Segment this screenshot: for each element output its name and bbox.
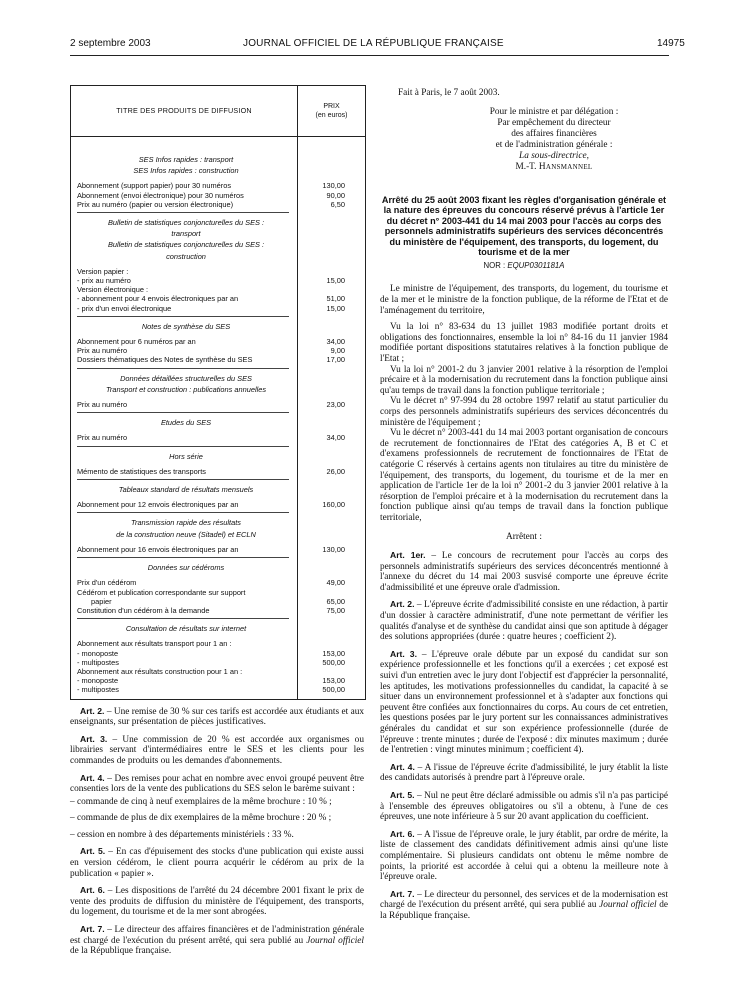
article-number: Art. 5. [390, 789, 415, 800]
table-row [71, 588, 365, 597]
left-column [70, 85, 364, 963]
table-row [71, 578, 365, 587]
signatory-name: Hansmannel [538, 162, 593, 172]
row-price: 6,50 [330, 199, 345, 209]
article-number: Art. 2. [390, 599, 415, 610]
arrete-body [380, 284, 668, 921]
row-label: Abonnement aux résultats construction pour 1 an : [77, 666, 243, 676]
article-text-end: de la République française. [70, 946, 172, 957]
row-label: Abonnement pour 16 envois électroniques par an [77, 544, 239, 554]
section-title: Notes de synthèse du SES [141, 321, 231, 331]
article-2 [70, 706, 364, 728]
signature-lines [440, 107, 668, 173]
section-title: SES Infos rapides : construction [133, 166, 239, 176]
visa: Vu le décret n° 2003-441 du 14 mai 2003 portant organisation de concours de recrutement de fonctionnaires de l'Etat des catégories A, B et C et d'examens professionnels de recrutement de fonctionnaires de l'Etat de catégorie C réservés à certains agents non titulaires au titre du ministère de l'équipement, des transports, du logement, du tourisme et de la mer en application de l'article 1er de la loi n° 2001-2 du 3 janvier 2001 relative à la résorption de l'emploi précaire et à la modernisation du recrutement dans la fonction publique ainsi qu'au temps de travail dans la fonction publique territoriale, [380, 428, 668, 523]
article-text: – A l'issue de l'épreuve orale, le jury établit, par ordre de mérite, la liste de classement des candidats définitivement admis ainsi qu'une liste complémentaire. Si plusieurs candidats ont obtenu le même nombre de points, la priorité est accordée à celui qui a obtenu la meilleure note à l'épreuve orale. [380, 829, 668, 883]
section-divider [77, 618, 289, 619]
row-label: Mémento de statistiques des transports [77, 466, 206, 476]
row-price: 51,00 [326, 294, 345, 304]
section-title: transport [171, 229, 201, 239]
left-articles [70, 706, 364, 957]
section-title: Données sur cédéroms [147, 563, 225, 573]
row-price: 34,00 [326, 433, 345, 443]
row-price: 500,00 [322, 657, 345, 667]
arrete-article-1 [380, 550, 668, 593]
row-price [293, 285, 365, 294]
article-4 [70, 773, 364, 795]
row-price: 90,00 [326, 190, 345, 200]
row-price: 49,00 [326, 578, 345, 588]
section-title: Bulletin de statistiques conjoncturelles du SES : [107, 218, 265, 228]
section-divider [77, 368, 289, 369]
row-price [293, 639, 365, 648]
section-title: Bulletin de statistiques conjoncturelles du SES : [107, 240, 265, 250]
page-header [0, 38, 748, 54]
row-price: 130,00 [322, 181, 345, 191]
row-price: 65,00 [326, 596, 345, 606]
article-text: – Une commission de 20 % est accordée aux organismes ou librairies servant d'intermédiaires entre le SES et les clients pour les commandes de produits ou les demandes d'abonnements. [70, 734, 364, 766]
row-label: Version papier : [77, 266, 129, 276]
section-title: Transmission rapide des résultats [131, 518, 241, 528]
table-row [71, 267, 365, 276]
row-label: Prix au numéro [77, 433, 128, 443]
section-title: Tableaux standard de résultats mensuels [118, 485, 254, 495]
article-text: – Le directeur des affaires financières et de l'administration générale est chargé de l'exécution du présent arrêté, qui sera publié au [70, 925, 364, 946]
article-6 [70, 885, 364, 918]
arrete-title: Arrêté du 25 août 2003 fixant les règles d'organisation générale et la nature des épreuves du concours réservé prévus à l'article 1er du décret n° 2003-441 du 14 mai 2003 pour l'accès au corps des personnels administratifs supérieurs des services déconcentrés du ministère de l'équipement, des transports, du logement, du tourisme et de la mer [381, 195, 667, 258]
arrete-article-5 [380, 790, 668, 823]
row-label: papier [91, 596, 112, 606]
section-title: de la construction neuve (Sitadel) et ECLN [116, 529, 256, 539]
section-title: Données détaillées structurelles du SES [120, 373, 252, 383]
article-text: – En cas d'épuisement des stocks d'une publication qui existe aussi en version cédérom, le client pourra acquérir le cédérom au prix de la publication « papier ». [70, 847, 364, 879]
row-label: Cédérom et publication correspondante sur support [77, 587, 246, 597]
visa: Vu la loi n° 83-634 du 13 juillet 1983 modifiée portant droits et obligations des fonctionnaires, ensemble la loi n° 84-16 du 11 janvier 1984 modifiée portant dispositions statutaires relatives à la fonction publique de l'Etat ; [380, 322, 668, 364]
row-label: - monoposte [77, 648, 119, 658]
signature-line: Pour le ministre et par délégation : [489, 107, 619, 117]
arrete-article-6 [380, 829, 668, 883]
price-table [70, 85, 366, 700]
list-item: – cession en nombre à des départements ministériels : 33 %. [70, 829, 294, 840]
col-price-header [298, 86, 365, 136]
row-label: - prix d'un envoi électronique [77, 303, 172, 313]
header-rule [70, 55, 669, 56]
section-title: Transport et construction : publications annuelles [105, 384, 267, 394]
article-text: – A l'issue de l'épreuve écrite d'admissibilité, le jury établit la liste des candidats autorisés à prendre part à l'épreuve orale. [380, 762, 669, 784]
row-price: 160,00 [322, 500, 345, 510]
arrete-article-2 [380, 599, 668, 642]
article-text: – Une remise de 30 % sur ces tarifs est accordée aux étudiants et aux enseignants, sur présentation de pièces justificatives. [70, 706, 364, 728]
section-title: Etudes du SES [160, 418, 212, 428]
col-title-header: TITRE DES PRODUITS DE DIFFUSION [71, 86, 298, 136]
row-label: Abonnement pour 6 numéros par an [77, 337, 196, 347]
nor-reference [380, 261, 668, 270]
table-row [71, 181, 365, 190]
table-row [71, 639, 365, 648]
table-row [71, 304, 365, 313]
row-price [293, 267, 365, 276]
journal-title: JOURNAL OFFICIEL DE LA RÉPUBLIQUE FRANÇAISE [243, 38, 504, 49]
article-text-end: de la République française. [380, 900, 669, 921]
row-label: Abonnement (envoi électronique) pour 30 numéros [77, 190, 244, 200]
list-item: – commande de cinq à neuf exemplaires de la même brochure : 10 % ; [70, 796, 332, 807]
row-label: Dossiers thématiques des Notes de synthèse du SES [77, 355, 253, 365]
signature-line: La sous-directrice, [519, 151, 589, 161]
article-number: Art. 3. [390, 648, 417, 659]
signature-line: Par empêchement du directeur [497, 118, 611, 128]
table-row [71, 346, 365, 355]
article-text: – Nul ne peut être déclaré admissible ou admis s'il n'a pas participé à l'ensemble des épreuves obligatoires ou s'il a obtenu, à l'une de ces épreuves, une note inférieure à 5 sur 20 avant application du coefficient. [380, 790, 668, 823]
row-price: 15,00 [326, 303, 345, 313]
visa: Vu le décret n° 97-994 du 28 octobre 1997 relatif au statut particulier du corps des personnels administratifs supérieurs des services déconcentrés du ministère de l'équipement ; [380, 396, 668, 428]
table-row [71, 294, 365, 303]
row-price: 17,00 [326, 355, 345, 365]
section-title: Hors série [169, 451, 203, 461]
signature-line: et de l'administration générale : [495, 140, 613, 150]
article-number: Art. 7. [390, 888, 415, 899]
row-label: - abonnement pour 4 envois électroniques par an [77, 294, 239, 304]
arretent: Arrêtent : [506, 531, 542, 542]
arrete-intro: Le ministre de l'équipement, des transports, du logement, du tourisme et de la mer et le ministre de la fonction publique, de la réforme de l'Etat et de l'aménagement du territoire, [380, 284, 668, 316]
table-row [71, 545, 365, 554]
row-label: Constitution d'un cédérom à la demande [77, 605, 210, 615]
section-divider [77, 316, 289, 317]
row-label: Prix au numéro (papier ou version électronique) [77, 199, 234, 209]
article-text: – L'épreuve orale débute par un exposé du candidat sur son expérience professionnelle et les fonctions qu'il a exercées ; cet exposé est suivi d'un entretien avec le jury dont l'objectif est d'apprécier la personnalité, les aptitudes, les motivations professionnelles du candidat, la capacité à se situer dans un environnement professionnel et à s'adapter aux fonctions qui peuvent être confiées aux fonctionnaires du corps. Au cours de cet entretien, les questions posées par le jury portent sur les connaissances administratives générales du candidat et sur son expérience professionnelle (durée de l'épreuve : trente minutes ; durée de l'exposé : dix minutes maximum ; durée de l'entretien : vingt minutes minimum ; coefficient 4). [380, 649, 669, 756]
row-price: 130,00 [322, 544, 345, 554]
table-body [71, 137, 365, 699]
row-label: Prix au numéro [77, 400, 128, 410]
row-price [293, 667, 365, 676]
article-number: Art. 7. [80, 924, 105, 935]
row-label: Prix d'un cédérom [77, 578, 137, 588]
section-title: SES Infos rapides : transport [138, 155, 234, 164]
section-divider [77, 479, 289, 480]
article-number: Art. 5. [80, 846, 106, 857]
table-row [71, 355, 365, 364]
table-row [71, 597, 365, 606]
row-label: Version électronique : [77, 285, 149, 295]
table-row [71, 200, 365, 209]
table-row [71, 191, 365, 200]
row-price: 34,00 [326, 337, 345, 347]
section-divider [77, 557, 289, 558]
journal-reference: Journal officiel [306, 935, 364, 946]
price-header-line1: PRIX [323, 102, 340, 110]
journal-reference: Journal officiel [599, 900, 657, 911]
table-row [71, 685, 365, 694]
arrete-article-3 [380, 649, 668, 756]
row-price: 9,00 [330, 346, 345, 356]
article-text: – Les dispositions de l'arrêté du 24 décembre 2001 fixant le prix de vente des produits de diffusion du ministère de l'équipement, des transports, du logement, du tourisme et de la mer sont abrogées. [70, 886, 364, 918]
signature-block [380, 88, 668, 173]
article-number: Art. 3. [80, 733, 108, 744]
section-divider [77, 212, 289, 213]
article-text: – Le directeur du personnel, des services et de la modernisation est chargé de l'exécution du présent arrêté, qui sera publié au [380, 889, 668, 911]
nor-label: NOR : [483, 261, 508, 271]
right-column [380, 88, 668, 928]
nor-code: EQUP0301181A [507, 261, 565, 271]
row-label: - monoposte [77, 676, 119, 686]
article-number: Art. 2. [80, 705, 105, 716]
row-price [293, 588, 365, 597]
issue-date: 2 septembre 2003 [70, 38, 151, 49]
row-price: 75,00 [326, 605, 345, 615]
signature-line: des affaires financières [511, 129, 597, 139]
row-price: 153,00 [322, 648, 345, 658]
table-row [71, 500, 365, 509]
row-label: - multipostes [77, 657, 119, 667]
row-label: Abonnement aux résultats transport pour 1 an : [77, 639, 232, 649]
section-divider [77, 412, 289, 413]
arrete-article-7 [380, 889, 668, 922]
table-row [71, 649, 365, 658]
article-text: – L'épreuve écrite d'admissibilité consiste en une rédaction, à partir d'un dossier à caractère administratif, d'une note permettant de vérifier les qualités d'analyse et de synthèse du candidat ainsi que son aptitude à dégager des solutions appropriées (durée : quatre heures ; coefficient 2). [380, 600, 669, 643]
section-title: Consultation de résultats sur internet [125, 624, 247, 634]
price-header-line2: (en euros) [315, 112, 348, 119]
table-row [71, 658, 365, 667]
row-price: 153,00 [322, 676, 345, 686]
table-row [71, 676, 365, 685]
row-price: 23,00 [326, 400, 345, 410]
row-label: - multipostes [77, 685, 119, 695]
table-row [71, 276, 365, 285]
article-number: Art. 4. [390, 761, 415, 772]
article-text: – Des remises pour achat en nombre avec envoi groupé peuvent être consenties lors de la vente des publications du SES selon le barème suivant : [70, 773, 365, 795]
article-number: Art. 4. [80, 772, 105, 783]
row-price: 500,00 [322, 685, 345, 695]
visa: Vu la loi n° 2001-2 du 3 janvier 2001 relative à la résorption de l'emploi précaire et à la modernisation du recrutement dans la fonction publique ainsi qu'au temps de travail dans la fonction publique territoriale ; [380, 364, 668, 396]
row-price: 26,00 [326, 466, 345, 476]
row-label: Abonnement pour 12 envois électroniques par an [77, 500, 239, 510]
article-number: Art. 1er. [390, 550, 426, 561]
signatory [440, 162, 668, 173]
signature-place-date: Fait à Paris, le 7 août 2003. [398, 88, 500, 98]
article-3 [70, 734, 364, 767]
table-header [71, 86, 365, 137]
signatory-initials: M.-T. [515, 162, 539, 172]
section-title: construction [166, 251, 206, 261]
table-row [71, 606, 365, 615]
table-row [71, 400, 365, 409]
row-label: - prix au numéro [77, 276, 131, 286]
article-text: – Le concours de recrutement pour l'accès au corps des personnels administratifs supérieurs des services déconcentrés mentionné à l'annexe du décret du 14 mai 2003 susvisé comporte une épreuve écrite d'admissibilité et une épreuve orale d'admission. [380, 551, 669, 593]
table-row [71, 285, 365, 294]
row-label: Prix au numéro [77, 346, 128, 356]
table-row [71, 433, 365, 442]
section-divider [77, 446, 289, 447]
table-row [71, 337, 365, 346]
article-7 [70, 924, 364, 957]
table-row [71, 467, 365, 476]
section-divider [77, 512, 289, 513]
article-number: Art. 6. [80, 885, 105, 896]
row-price: 15,00 [326, 276, 345, 286]
row-label: Abonnement (support papier) pour 30 numéros [77, 181, 232, 191]
article-5 [70, 846, 364, 879]
list-item: – commande de plus de dix exemplaires de la même brochure : 20 % ; [70, 813, 332, 824]
article-number: Art. 6. [390, 828, 415, 839]
page-number: 14975 [657, 38, 685, 49]
table-row [71, 667, 365, 676]
arrete-article-4 [380, 762, 668, 784]
